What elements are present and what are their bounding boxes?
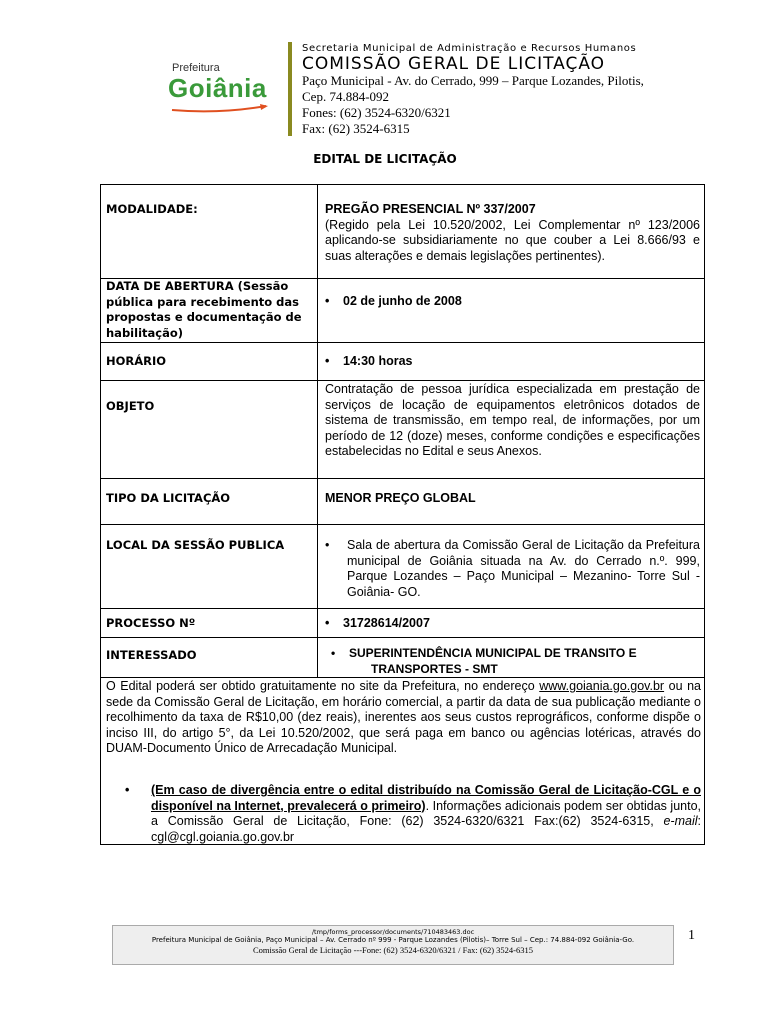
bullet-icon: • xyxy=(325,538,330,552)
row-divider xyxy=(101,608,704,609)
footer-address: Prefeitura Municipal de Goiânia, Paço Municipal – Av. Cerrado nº 999 - Parque Lozandes (Pilotis)– Torre Sul – Cep.: 74.884-092 Goiânia-Go. xyxy=(151,936,635,944)
local-value: Sala de abertura da Comissão Geral de Licitação da Prefeitura municipal de Goiânia situada na Av. do Cerrado n.º. 999, Parque Lozandes – Paço Municipal – Mezanino- Torre Sul - Goiânia- GO. xyxy=(347,538,700,599)
edital-table xyxy=(100,184,705,845)
logo-swoosh-icon xyxy=(170,102,270,114)
objeto-value: Contratação de pessoa jurídica especializada em prestação de serviços de locação de equipamentos eletrônicos dotados de sistema de transmissão, em tempo real, de informações, por um período de 12 (doze) meses, conforme condições e especificações estabelecidas no Edital e seus Anexos. xyxy=(325,382,700,458)
interessado-cell xyxy=(325,646,700,677)
interessado-line-1: • SUPERINTENDÊNCIA MUNICIPAL DE TRANSITO E xyxy=(331,646,637,660)
modalidade-value: PREGÃO PRESENCIAL Nº 337/2007 xyxy=(325,202,536,216)
edital-note: • (Em caso de divergência entre o edital distribuído na Comissão Geral de Licitação-CGL e o disponível na Internet, prevalecerá o primeiro). Informações adicionais podem ser obtidas junto, a Comissão Geral de Licitação, Fone: (62) 3524-6320/6321 Fax:(62) 3524-6315, e-mail: cgl@cgl.goiania.go.gov.br xyxy=(125,783,702,844)
document-title: EDITAL DE LICITAÇÃO xyxy=(313,152,457,166)
email-address[interactable]: : cgl@cgl.goiania.go.gov.br xyxy=(151,814,701,844)
modalidade-detail: (Regido pela Lei 10.520/2002, Lei Complementar nº 123/2006 aplicando-se subsidiariamente no que couber a Lei 8.666/93 e suas alterações e demais legislações pertinentes). xyxy=(325,217,700,263)
processo-cell xyxy=(325,616,700,632)
tipo-value: MENOR PREÇO GLOBAL xyxy=(325,491,476,505)
edital-paragraph: O Edital poderá ser obtido gratuitamente no site da Prefeitura, no endereço www.goiania.go.gov.br ou na sede da Comissão Geral de Licitação, em horário comercial, a partir da data de sua publicação mediante o recolhimento da taxa de R$10,00 (dez reais), inerentes aos seus custos reprográficos, conforme dispõe o inciso III, do artigo 5°, da Lei 10.520/2002, que será paga em banco ou agências lotéricas, através do DUAM-Documento Único de Arrecadação Municipal. xyxy=(106,679,701,755)
bullet-icon: • xyxy=(325,354,330,368)
processo-value: 31728614/2007 xyxy=(343,616,430,630)
row-divider xyxy=(101,380,704,381)
prefeitura-goiania-logo xyxy=(164,60,274,116)
logo-city-text: Goiânia xyxy=(168,73,267,103)
row-divider xyxy=(101,524,704,525)
page-footer xyxy=(112,925,674,965)
objeto-label: OBJETO xyxy=(106,399,155,413)
site-link[interactable]: www.goiania.go.gov.br xyxy=(539,679,665,693)
abertura-value: 02 de junho de 2008 xyxy=(343,294,462,308)
row-divider xyxy=(101,342,704,343)
local-label: LOCAL DA SESSÃO PUBLICA xyxy=(106,538,285,552)
local-cell xyxy=(325,538,700,600)
interessado-label: INTERESSADO xyxy=(106,648,197,662)
interessado-line-2: TRANSPORTES - SMT xyxy=(371,661,498,676)
phones: Fones: (62) 3524-6320/6321 xyxy=(302,105,451,120)
horario-label: HORÁRIO xyxy=(106,354,167,368)
secretaria-name: Secretaria Municipal de Administração e Recursos Humanos xyxy=(302,43,637,54)
tipo-label: TIPO DA LICITAÇÃO xyxy=(106,491,231,505)
logo-prefeitura-text: Prefeitura xyxy=(172,62,220,74)
bullet-icon: • xyxy=(325,294,330,308)
abertura-cell xyxy=(325,294,700,310)
address-line-1: Paço Municipal - Av. do Cerrado, 999 – Parque Lozandes, Pilotis, xyxy=(302,73,644,88)
divergence-note: (Em caso de divergência entre o edital distribuído na Comissão Geral de Licitação-CGL e o disponível na Internet, prevalecerá o primeiro) xyxy=(151,783,701,813)
abertura-label: DATA DE ABERTURA (Sessão pública para recebimento das propostas e documentação de habilitação) xyxy=(106,279,302,340)
footer-contact: Comissão Geral de Licitação ---Fone: (62) 3524-6320/6321 / Fax: (62) 3524-6315 xyxy=(253,945,533,955)
bullet-icon: • xyxy=(325,616,330,630)
bullet-icon: • xyxy=(331,646,336,660)
column-divider xyxy=(317,185,318,678)
horario-cell xyxy=(325,354,700,370)
fax: Fax: (62) 3524-6315 xyxy=(302,121,410,136)
row-divider xyxy=(101,478,704,479)
bullet-icon: • xyxy=(125,783,130,797)
processo-label: PROCESSO Nº xyxy=(106,616,196,630)
letterhead xyxy=(288,42,708,136)
horario-value: 14:30 horas xyxy=(343,354,413,368)
modalidade-cell xyxy=(325,202,700,264)
footer-path: /tmp/forms_processor/documents/710483463.doc xyxy=(311,928,475,936)
address-line-2: Cep. 74.884-092 xyxy=(302,89,390,104)
row-divider xyxy=(101,637,704,638)
modalidade-label: MODALIDADE: xyxy=(106,202,198,216)
comissao-name: COMISSÃO GERAL DE LICITAÇÃO xyxy=(302,54,606,74)
page-number: 1 xyxy=(688,928,695,943)
row-divider xyxy=(101,677,704,678)
